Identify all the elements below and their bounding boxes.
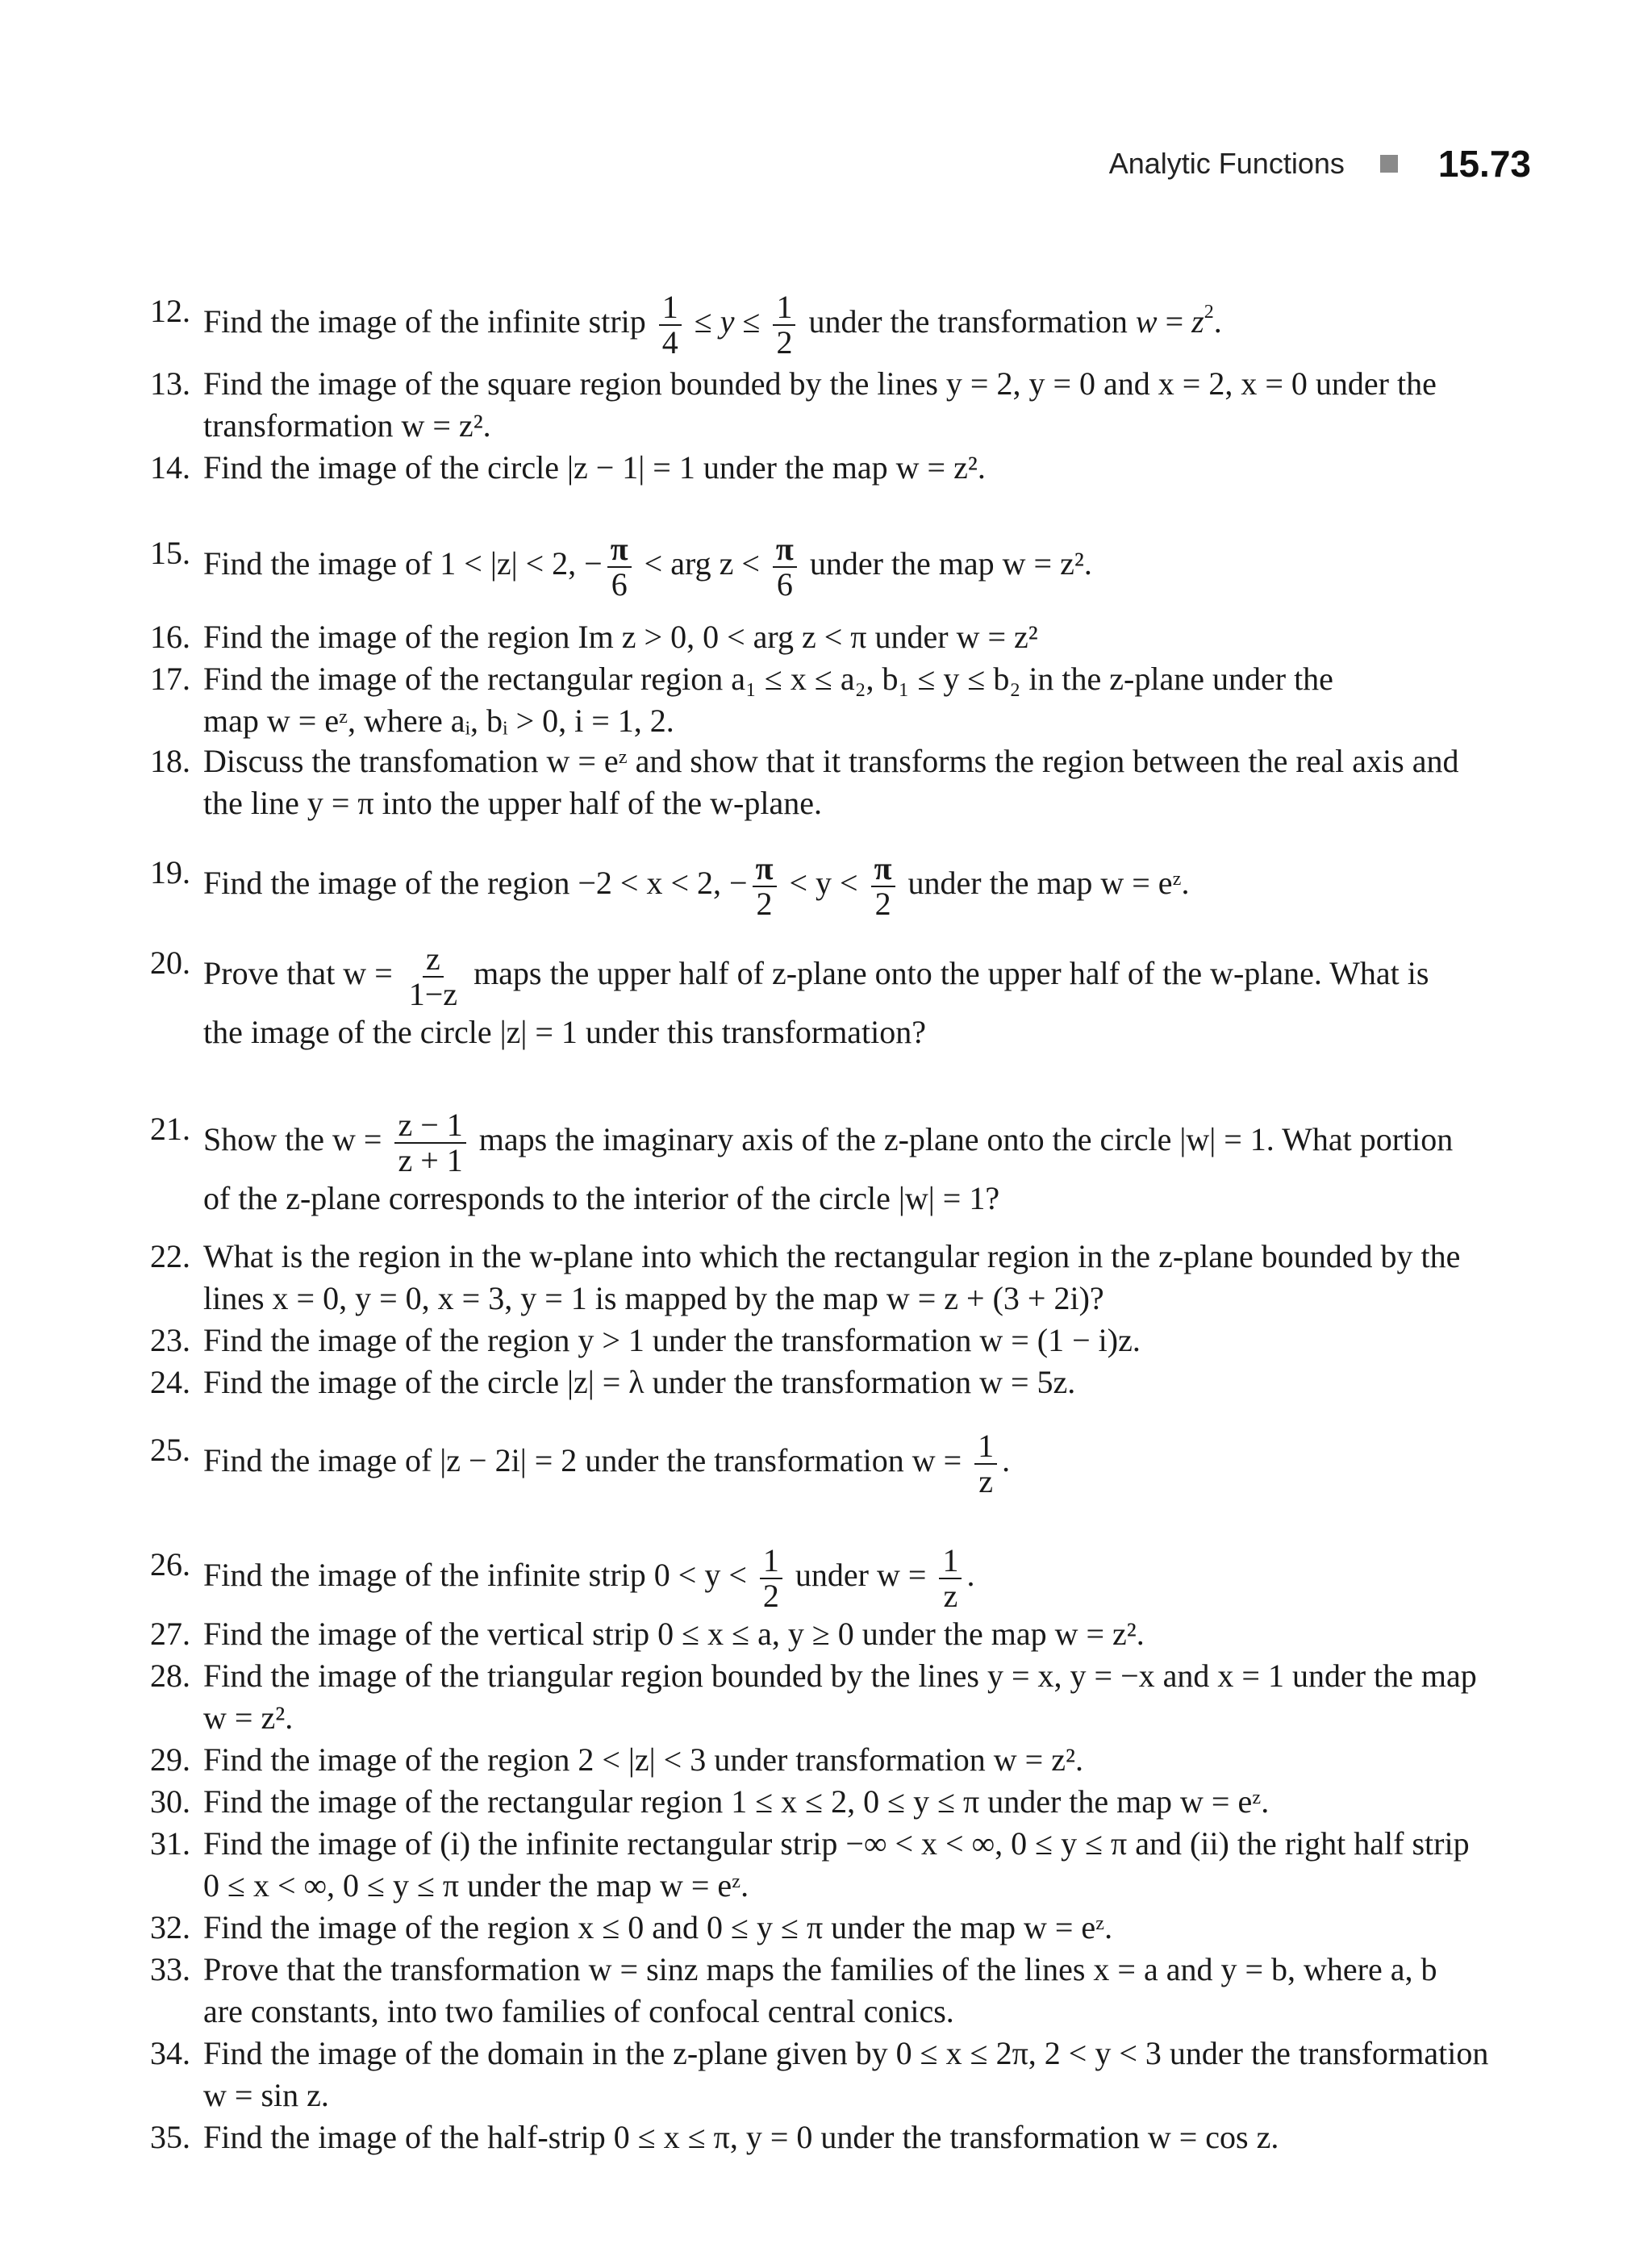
fraction: $\frac{\pi}{2}$: [753, 852, 777, 921]
problem-32: [137, 1907, 1533, 1949]
problem-text-line-2: 0 ≤ x < ∞, 0 ≤ y ≤ π under the map w = eᶻ.: [203, 1867, 749, 1904]
problem-19: [137, 852, 1533, 921]
problem-text-line-1: Prove that w = $\frac{z}{1-z}$ maps the upper half of z-plane onto the upper half of the w-plane. What is: [203, 940, 1429, 1012]
fraction: $\frac{1}{2}$: [760, 1544, 782, 1613]
problem-text: Find the image of the circle |z| = λ under the transformation w = 5z.: [203, 1364, 1076, 1400]
problem-24: [137, 1362, 1533, 1403]
problem-34: [137, 2033, 1533, 2116]
problem-35: [137, 2116, 1533, 2158]
problem-18: [137, 740, 1533, 824]
problem-text: Find the image of |z − 2i| = 2 under the transformation w = $\frac{1}{z}$ .: [203, 1428, 1011, 1499]
problem-number: 32.: [150, 1909, 190, 1945]
problem-33: [137, 1949, 1533, 2033]
problem-number: 27.: [150, 1616, 190, 1652]
problem-text: Find the image of the region 2 < |z| < 3 under transformation w = z².: [203, 1741, 1083, 1778]
header-square-icon: [1380, 155, 1398, 173]
problem-text-line-2: w = z².: [203, 1699, 294, 1736]
problem-text: Find the image of the infinite strip 0 < y < $\frac{1}{2}$ under w = $\frac{1}{z}$ .: [203, 1542, 975, 1614]
section-title: Analytic Functions: [1108, 147, 1345, 180]
fraction: $\frac{z - 1}{z + 1}$: [394, 1108, 465, 1178]
problem-number: 34.: [150, 2035, 190, 2071]
problem-20: [137, 942, 1533, 1053]
problem-text: Find the image of the region Im z > 0, 0 < arg z < π under w = z²: [203, 619, 1038, 655]
problem-number: 15.: [150, 535, 190, 571]
problem-number: 25.: [150, 1432, 190, 1468]
problem-text: Find the image of the vertical strip 0 ≤ x ≤ a, y ≥ 0 under the map w = z².: [203, 1616, 1145, 1652]
problem-number: 22.: [150, 1238, 190, 1274]
problem-text-line-2: are constants, into two families of confocal central conics.: [203, 1993, 954, 2029]
problem-text-line-1: Find the image of the square region bounded by the lines y = 2, y = 0 and x = 2, x = 0 under the: [203, 365, 1437, 402]
page-number: 15.73: [1437, 143, 1531, 185]
problem-text-line-2: of the z-plane corresponds to the interior of the circle |w| = 1?: [203, 1180, 1000, 1216]
fraction: $\frac{1}{4}$: [659, 290, 682, 360]
problem-text-line-1: Show the w = $\frac{z - 1}{z + 1}$ maps the imaginary axis of the z-plane onto the circle |w| = 1. What portion: [203, 1107, 1454, 1178]
problem-text: Find the image of the rectangular region 1 ≤ x ≤ 2, 0 ≤ y ≤ π under the map w = eᶻ.: [203, 1783, 1270, 1820]
problem-26: [137, 1544, 1533, 1613]
problem-number: 20.: [150, 945, 190, 981]
problem-17: [137, 658, 1533, 742]
problem-number: 24.: [150, 1364, 190, 1400]
problem-number: 21.: [150, 1111, 190, 1147]
problem-text: Find the image of 1 < |z| < 2, − $\frac{\pi}{6}$ < arg z < $\frac{\pi}{6}$ under the map w = z².: [203, 531, 1092, 603]
problem-31: [137, 1823, 1533, 1907]
problem-text-line-1: Find the image of (i) the infinite rectangular strip −∞ < x < ∞, 0 ≤ y ≤ π and (ii) the right half strip: [203, 1825, 1470, 1862]
problem-number: 18.: [150, 743, 190, 779]
fraction: $\frac{z}{1-z}$: [408, 940, 458, 1012]
problem-text-line-1: Discuss the transfomation w = eᶻ and show that it transforms the region between the real axis and: [203, 743, 1459, 779]
fraction: $\frac{\pi}{2}$: [871, 852, 895, 921]
problem-text-line-2: transformation w = z².: [203, 407, 491, 444]
problem-number: 17.: [150, 661, 190, 697]
problem-number: 12.: [150, 293, 190, 329]
fraction: $\frac{1}{z}$: [974, 1429, 997, 1499]
problem-number: 35.: [150, 2119, 190, 2155]
problem-13: [137, 363, 1533, 447]
problem-text-line-2: map w = eᶻ, where aᵢ, bᵢ > 0, i = 1, 2.: [203, 703, 674, 739]
problem-text-line-2: the image of the circle |z| = 1 under this transformation?: [203, 1014, 927, 1050]
problem-21: [137, 1108, 1533, 1220]
problem-text-line-1: Find the image of the rectangular region a₁ ≤ x ≤ a₂, b₁ ≤ y ≤ b₂ in the z-plane under the: [203, 661, 1333, 697]
problem-number: 19.: [150, 854, 190, 890]
problem-number: 13.: [150, 365, 190, 402]
fraction: $\frac{1}{2}$: [773, 290, 795, 360]
problem-number: 26.: [150, 1546, 190, 1583]
problem-27: [137, 1613, 1533, 1655]
problem-text: Find the image of the region −2 < x < 2, − $\frac{\pi}{2}$ < y < $\frac{\pi}{2}$ under the map w = eᶻ.: [203, 850, 1190, 922]
problem-text-line-2: w = sin z.: [203, 2077, 329, 2113]
problem-text-line-1: Find the image of the triangular region bounded by the lines y = x, y = −x and x = 1 under the map: [203, 1658, 1477, 1694]
problem-number: 14.: [150, 449, 190, 486]
problem-29: [137, 1739, 1533, 1781]
problem-text: Find the image of the infinite strip $\frac{1}{4}$ ≤ y ≤ $\frac{1}{2}$ under the transformation $w = z^2$.: [203, 289, 1222, 361]
problem-text: Find the image of the region y > 1 under the transformation w = (1 − i)z.: [203, 1322, 1141, 1358]
problem-30: [137, 1781, 1533, 1823]
problem-number: 28.: [150, 1658, 190, 1694]
problem-22: [137, 1236, 1533, 1320]
problem-number: 31.: [150, 1825, 190, 1862]
fraction: $\frac{\pi}{6}$: [607, 532, 632, 602]
problem-text-line-1: What is the region in the w-plane into which the rectangular region in the z-plane bounded by the: [203, 1238, 1461, 1274]
problem-16: [137, 616, 1533, 658]
running-header: [1109, 142, 1531, 186]
problem-text-line-2: the line y = π into the upper half of the w-plane.: [203, 785, 822, 821]
problem-12: [137, 290, 1533, 360]
fraction: $\frac{\pi}{6}$: [773, 532, 797, 602]
problem-23: [137, 1320, 1533, 1362]
problem-text: Find the image of the circle |z − 1| = 1 under the map w = z².: [203, 449, 986, 486]
problem-number: 29.: [150, 1741, 190, 1778]
problem-number: 30.: [150, 1783, 190, 1820]
problem-number: 23.: [150, 1322, 190, 1358]
problem-number: 16.: [150, 619, 190, 655]
problem-25: [137, 1429, 1533, 1499]
problem-text-line-1: Find the image of the domain in the z-plane given by 0 ≤ x ≤ 2π, 2 < y < 3 under the transformation: [203, 2035, 1489, 2071]
fraction: $\frac{1}{z}$: [939, 1544, 962, 1613]
problem-28: [137, 1655, 1533, 1739]
problem-text-line-1: Prove that the transformation w = sinz maps the families of the lines x = a and y = b, where a, b: [203, 1951, 1437, 1987]
problem-15: [137, 532, 1533, 602]
problem-number: 33.: [150, 1951, 190, 1987]
problem-text: Find the image of the half-strip 0 ≤ x ≤ π, y = 0 under the transformation w = cos z.: [203, 2119, 1279, 2155]
problem-text-line-2: lines x = 0, y = 0, x = 3, y = 1 is mapped by the map w = z + (3 + 2i)?: [203, 1280, 1104, 1316]
problem-14: [137, 447, 1533, 489]
problem-text: Find the image of the region x ≤ 0 and 0 ≤ y ≤ π under the map w = eᶻ.: [203, 1909, 1113, 1945]
